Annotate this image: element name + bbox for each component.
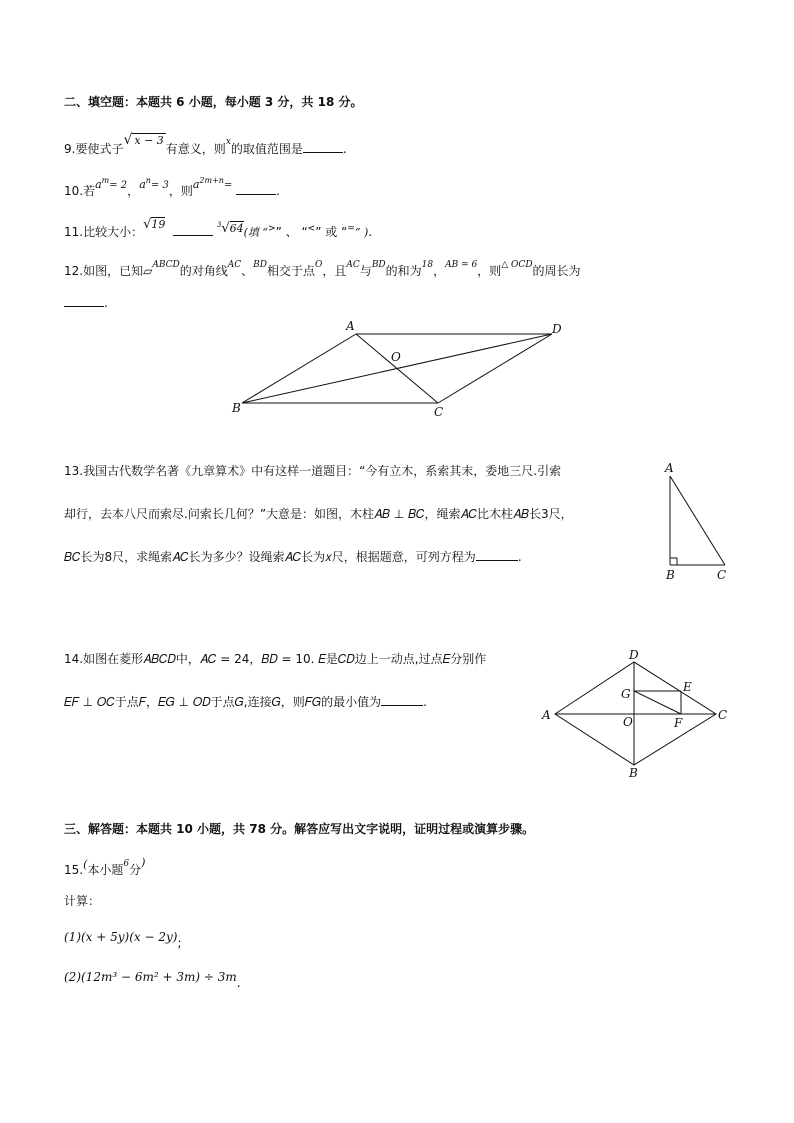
label-B: B — [629, 766, 638, 780]
label-D: D — [552, 322, 562, 336]
segment-GF — [634, 691, 681, 714]
label-D: D — [629, 648, 639, 662]
label-A: A — [665, 461, 674, 475]
calc-part-1: (1)(𝑥 + 5𝑦)(𝑥 − 2𝑦); — [64, 930, 182, 950]
question-13-line2: 却行，去本八尺而索尽.问索长几何？”大意是：如图，木柱𝐴𝐵 ⊥ 𝐵𝐶，绳索𝐴𝐶比木柱𝐴𝐵长3尺， — [64, 507, 573, 521]
label-O: O — [623, 715, 633, 729]
calc-label: 计算： — [64, 894, 101, 908]
label-E: E — [683, 680, 692, 694]
question-15-header: 15.(本小题$^6$分) — [64, 856, 146, 877]
question-11: 11.比较大小：√19 $^3$√64(填 “>” 、 “<” 或 “=” ). — [64, 217, 373, 239]
label-C: C — [717, 568, 727, 582]
question-12: 12.如图，已知▱$^{ABCD}$的对角线$^{AC}$、$^{BD}$相交于点$^O$，且$^{AC}$与$^{BD}$的和为$^{18}$，$^{AB = 6}$，则$^{\triangle OCD}$的周长为 — [64, 260, 581, 278]
question-10: 10.若$a^m= 2$，$a^n= 3$，则$a^{2m+n}=$ . — [64, 176, 280, 198]
label-A: A — [542, 708, 551, 722]
question-12-line2: . — [64, 296, 108, 310]
label-B: B — [232, 401, 241, 415]
sqrt-expression: √ x − 3 — [123, 132, 164, 148]
label-A: A — [346, 319, 355, 333]
section-3-heading: 三、解答题：本题共 10 小题，共 78 分。解答应写出文字说明，证明过程或演算步骤。 — [64, 822, 535, 836]
question-13-line1: 13.我国古代数学名著《九章算术》中有这样一道题目：“今有立木，系索其末，委地三尺.引索 — [64, 464, 562, 478]
label-B: B — [666, 568, 675, 582]
question-14-line1: 14.如图在菱形𝐴𝐵𝐶𝐷中，𝐴𝐶 = 24，𝐵𝐷 = 10. 𝐸是𝐶𝐷边上一动点,过点𝐸分别作 — [64, 652, 487, 666]
label-G: G — [621, 687, 631, 701]
section-2-heading: 二、填空题：本题共 6 小题，每小题 3 分，共 18 分。 — [64, 95, 363, 109]
question-13-line3: 𝐵𝐶长为8尺，求绳索𝐴𝐶长为多少？设绳索𝐴𝐶长为𝑥尺，根据题意，可列方程为 . — [64, 550, 522, 564]
label-F: F — [674, 716, 683, 730]
calc-part-2: (2)(12𝑚³ − 6𝑚² + 3𝑚) ÷ 3𝑚. — [64, 970, 241, 990]
label-C: C — [718, 708, 728, 722]
label-C: C — [434, 405, 444, 419]
label-O: O — [391, 350, 401, 364]
question-9: 9.要使式子√ x − 3有意义，则$^x$的取值范围是 . — [64, 132, 347, 156]
question-14-line2: 𝐸𝐹 ⊥ 𝑂𝐶于点𝐹，𝐸𝐺 ⊥ 𝑂𝐷于点𝐺,连接𝐺，则𝐹𝐺的最小值为 . — [64, 695, 427, 709]
